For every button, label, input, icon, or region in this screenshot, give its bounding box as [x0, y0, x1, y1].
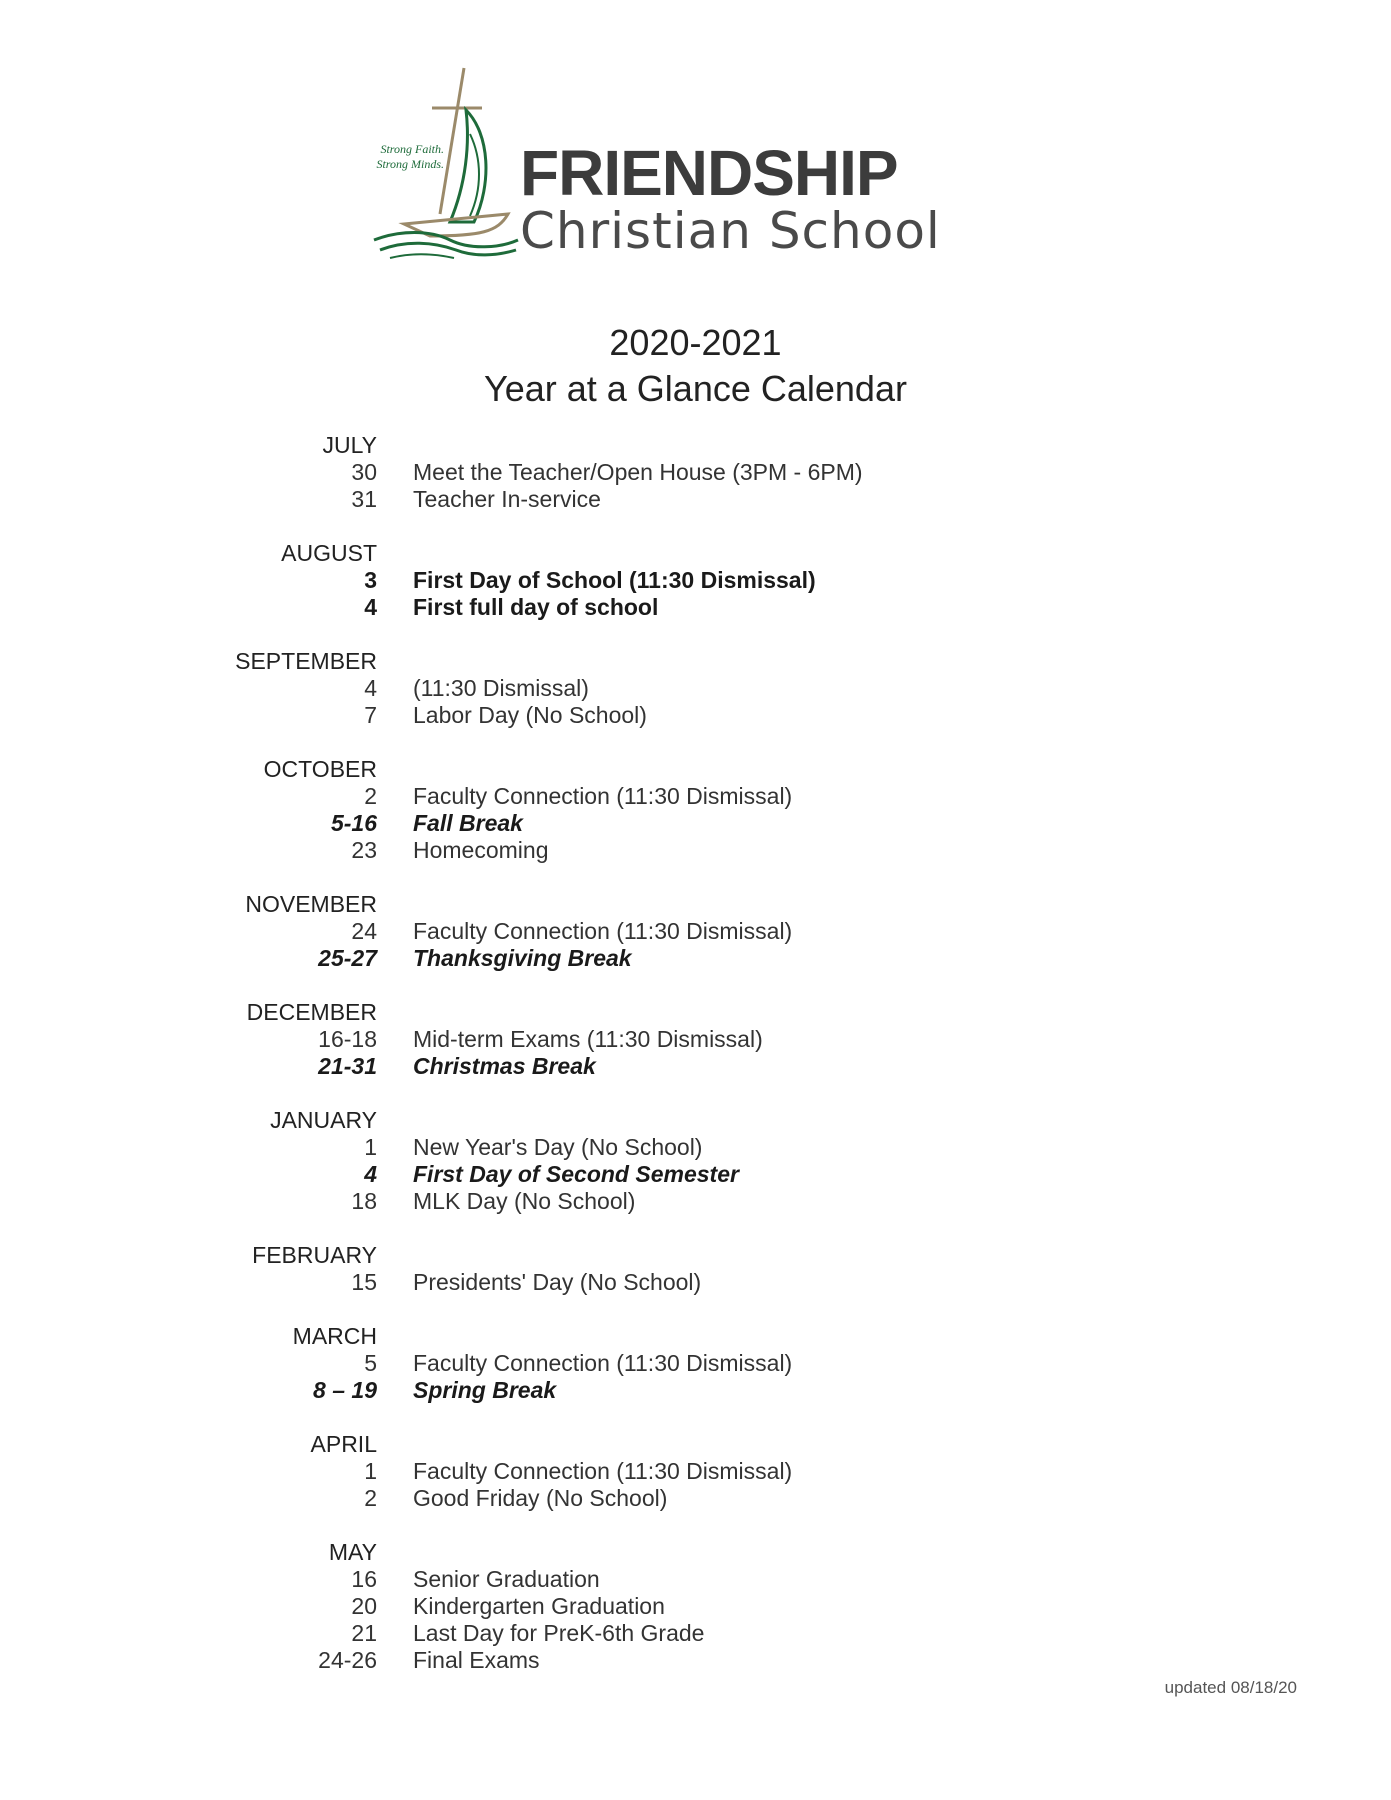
month-block-december: [200, 999, 1100, 1080]
wordmark-christian-school: Christian School: [520, 202, 941, 260]
event-description: Thanksgiving Break: [413, 945, 632, 971]
event-description: MLK Day (No School): [413, 1188, 636, 1214]
event-description: Kindergarten Graduation: [413, 1593, 665, 1619]
logo-tagline: [370, 142, 444, 172]
event-description: Faculty Connection (11:30 Dismissal): [413, 1458, 793, 1484]
event-row: [200, 675, 1100, 702]
event-description: Presidents' Day (No School): [413, 1269, 702, 1295]
event-description: (11:30 Dismissal): [413, 675, 589, 701]
month-block-july: [200, 432, 1100, 513]
event-description: Faculty Connection (11:30 Dismissal): [413, 918, 793, 944]
event-description: First full day of school: [413, 594, 659, 620]
month-heading: SEPTEMBER: [235, 648, 377, 674]
month-heading: AUGUST: [281, 540, 377, 566]
month-heading: MARCH: [292, 1323, 377, 1349]
month-heading: DECEMBER: [246, 999, 377, 1025]
event-date: 30: [351, 459, 377, 485]
event-description: Senior Graduation: [413, 1566, 600, 1592]
month-block-february: [200, 1242, 1100, 1296]
event-description: Last Day for PreK-6th Grade: [413, 1620, 705, 1646]
event-date: 2: [364, 1485, 377, 1511]
calendar-list: [200, 432, 1100, 1701]
event-date: 21: [351, 1620, 377, 1646]
event-row: [200, 1566, 1100, 1593]
event-row: [200, 1161, 1100, 1188]
event-date: 16: [351, 1566, 377, 1592]
event-date: 2: [364, 783, 377, 809]
event-date: 24-26: [318, 1647, 377, 1673]
event-description: Good Friday (No School): [413, 1485, 668, 1511]
event-row: [200, 567, 1100, 594]
event-description: Fall Break: [413, 810, 523, 836]
event-row: [200, 459, 1100, 486]
event-date: 23: [351, 837, 377, 863]
event-date: 31: [351, 486, 377, 512]
event-date: 3: [364, 567, 377, 593]
event-description: Spring Break: [413, 1377, 557, 1403]
event-row: [200, 1593, 1100, 1620]
event-row: [200, 594, 1100, 621]
event-row: [200, 810, 1100, 837]
event-row: [200, 1458, 1100, 1485]
event-date: 20: [351, 1593, 377, 1619]
event-description: Meet the Teacher/Open House (3PM - 6PM): [413, 459, 863, 485]
month-block-november: [200, 891, 1100, 972]
updated-date: updated 08/18/20: [1164, 1678, 1297, 1697]
event-row: [200, 1026, 1100, 1053]
event-description: First Day of Second Semester: [413, 1161, 739, 1187]
event-date: 1: [364, 1458, 377, 1484]
event-description: New Year's Day (No School): [413, 1134, 703, 1160]
event-date: 1: [364, 1134, 377, 1160]
event-date: 4: [364, 675, 377, 701]
event-row: [200, 1620, 1100, 1647]
event-row: [200, 1377, 1100, 1404]
month-heading: APRIL: [310, 1431, 377, 1457]
month-heading: JANUARY: [270, 1107, 377, 1133]
event-date: 7: [364, 702, 377, 728]
school-logo: [370, 64, 950, 264]
event-date: 4: [364, 1161, 377, 1187]
event-description: Labor Day (No School): [413, 702, 647, 728]
tagline-line-2: Strong Minds.: [376, 157, 444, 171]
event-date: 15: [351, 1269, 377, 1295]
month-block-january: [200, 1107, 1100, 1215]
month-heading: NOVEMBER: [245, 891, 377, 917]
month-block-may: [200, 1539, 1100, 1674]
event-date: 25-27: [318, 945, 377, 971]
event-description: Christmas Break: [413, 1053, 596, 1079]
event-date: 18: [351, 1188, 377, 1214]
event-row: [200, 783, 1100, 810]
event-row: [200, 702, 1100, 729]
month-block-september: [200, 648, 1100, 729]
month-block-april: [200, 1431, 1100, 1512]
title-heading: Year at a Glance Calendar: [484, 368, 907, 409]
month-block-march: [200, 1323, 1100, 1404]
page-title: [0, 320, 1391, 412]
event-description: Faculty Connection (11:30 Dismissal): [413, 783, 793, 809]
event-description: First Day of School (11:30 Dismissal): [413, 567, 816, 593]
event-row: [200, 1485, 1100, 1512]
month-heading: JULY: [322, 432, 377, 458]
event-date: 24: [351, 918, 377, 944]
event-row: [200, 1134, 1100, 1161]
event-row: [200, 1053, 1100, 1080]
event-description: Mid-term Exams (11:30 Dismissal): [413, 1026, 763, 1052]
event-row: [200, 1188, 1100, 1215]
event-row: [200, 918, 1100, 945]
event-date: 16-18: [318, 1026, 377, 1052]
event-description: Teacher In-service: [413, 486, 601, 512]
event-row: [200, 1269, 1100, 1296]
month-heading: OCTOBER: [263, 756, 377, 782]
event-row: [200, 945, 1100, 972]
event-row: [200, 837, 1100, 864]
month-block-august: [200, 540, 1100, 621]
event-date: 8 – 19: [313, 1377, 377, 1403]
event-row: [200, 1350, 1100, 1377]
month-heading: FEBRUARY: [252, 1242, 377, 1268]
title-year: 2020-2021: [609, 322, 782, 363]
tagline-line-1: Strong Faith.: [380, 142, 444, 156]
event-description: Final Exams: [413, 1647, 540, 1673]
event-description: Faculty Connection (11:30 Dismissal): [413, 1350, 793, 1376]
event-description: Homecoming: [413, 837, 549, 863]
event-date: 5: [364, 1350, 377, 1376]
event-row: [200, 1647, 1100, 1674]
event-date: 21-31: [318, 1053, 377, 1079]
event-date: 5-16: [330, 810, 377, 836]
month-block-october: [200, 756, 1100, 864]
event-row: [200, 486, 1100, 513]
event-date: 4: [364, 594, 377, 620]
wordmark-friendship: FRIENDSHIP: [520, 137, 898, 209]
month-heading: MAY: [328, 1539, 377, 1565]
